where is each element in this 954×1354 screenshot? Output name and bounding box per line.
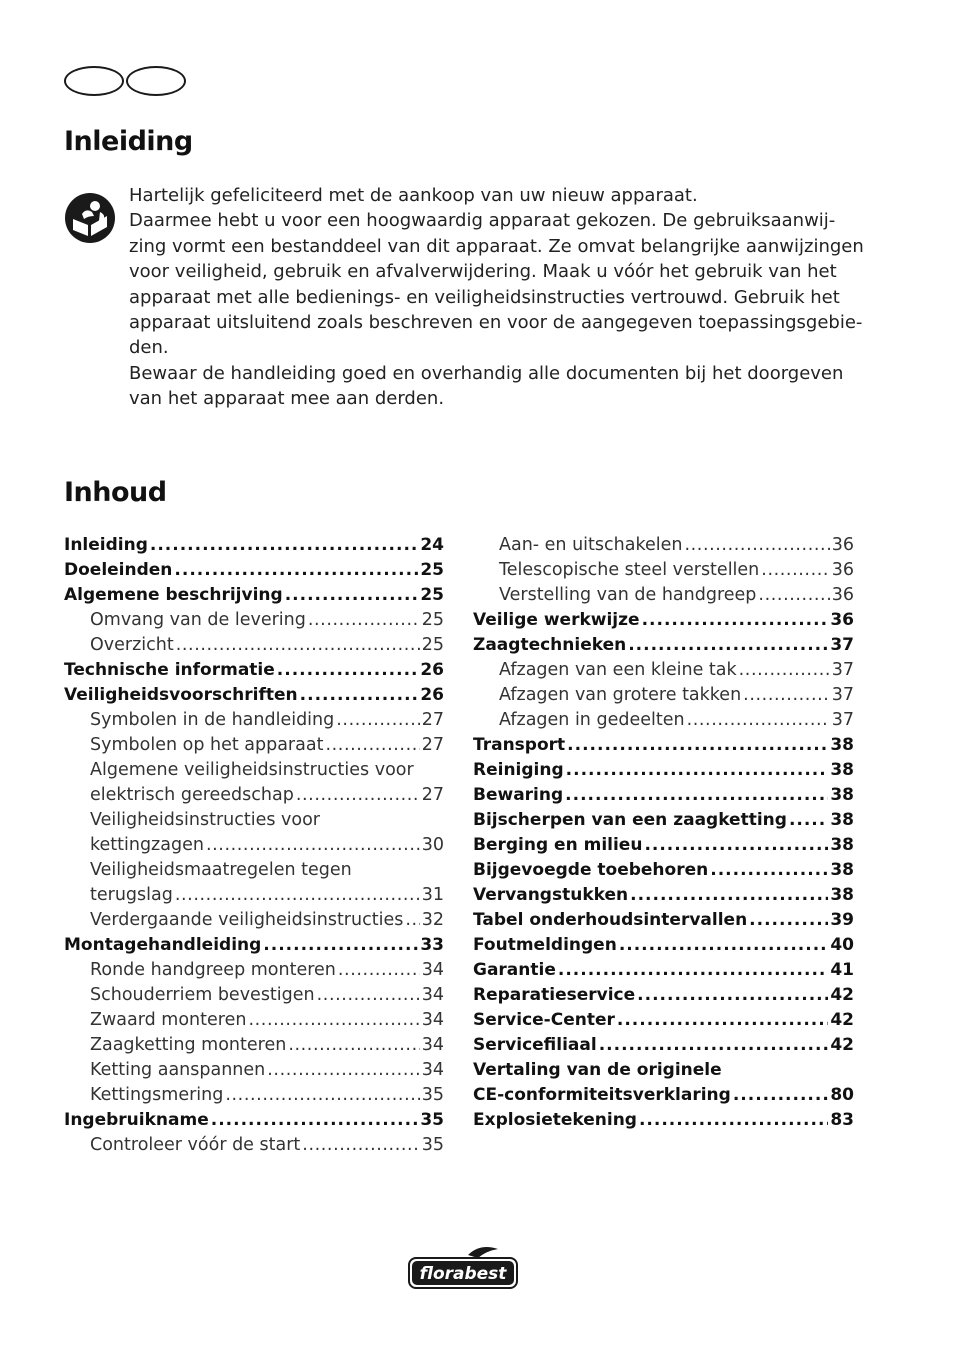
toc-entry-title: Ingebruikname <box>64 1110 209 1130</box>
toc-entry-title: Garantie <box>473 960 556 980</box>
toc-entry-title: Berging en milieu <box>473 835 643 855</box>
toc-entry-title: Symbolen in de handleiding <box>90 710 335 730</box>
toc-leader-dots <box>176 635 420 655</box>
toc-entry-page: 38 <box>830 735 854 755</box>
toc-entry-title: Zaagketting monteren <box>90 1035 287 1055</box>
toc-entry-title: Veiligheidsinstructies voor <box>90 810 320 830</box>
toc-entry[interactable] <box>473 935 854 960</box>
intro-line: Hartelijk gefeliciteerd met de aankoop van uw nieuw apparaat. <box>129 185 698 206</box>
toc-entry[interactable] <box>64 1060 444 1085</box>
toc-entry-title: Algemene veiligheidsinstructies voor <box>90 760 414 780</box>
toc-entry[interactable] <box>64 735 444 760</box>
toc-entry-title: Bijscherpen van een zaagketting <box>473 810 787 830</box>
toc-entry-page: 37 <box>831 660 854 680</box>
toc-leader-dots <box>749 910 828 930</box>
toc-entry-title: Omvang van de levering <box>90 610 306 630</box>
toc-entry[interactable] <box>64 960 444 985</box>
toc-entry[interactable] <box>64 1085 444 1110</box>
toc-leader-dots <box>225 1085 419 1105</box>
toc-entry-title: Doeleinden <box>64 560 173 580</box>
intro-paragraph <box>129 183 869 412</box>
toc-leader-dots <box>637 985 828 1005</box>
toc-entry[interactable] <box>473 685 854 710</box>
toc-entry-title: Afzagen van grotere takken <box>499 685 742 705</box>
toc-entry[interactable] <box>473 810 854 835</box>
toc-entry-title: Veiligheidsvoorschriften <box>64 685 298 705</box>
toc-entry[interactable] <box>64 710 444 735</box>
toc-entry[interactable] <box>64 610 444 635</box>
toc-entry-title: elektrisch gereedschap <box>90 785 294 805</box>
toc-entry[interactable] <box>64 1010 444 1035</box>
toc-leader-dots <box>175 885 420 905</box>
toc-entry-page: 31 <box>421 885 444 905</box>
toc-leader-dots <box>642 610 829 630</box>
toc-entry-title: Reparatieservice <box>473 985 636 1005</box>
toc-leader-dots <box>277 660 419 680</box>
toc-leader-dots <box>285 585 419 605</box>
toc-entry-page: 35 <box>421 1085 444 1105</box>
read-manual-icon <box>64 192 116 244</box>
intro-line: van het apparaat mee aan derden. <box>129 388 445 410</box>
toc-leader-dots <box>617 1010 828 1030</box>
intro-line: Bewaar de handleiding goed en overhandig alle documenten bij het doorgeven <box>129 362 844 384</box>
toc-entry[interactable] <box>64 685 444 710</box>
toc-entry[interactable] <box>64 860 444 885</box>
toc-leader-dots <box>150 535 418 555</box>
toc-entry-title: Afzagen van een kleine tak <box>499 660 737 680</box>
toc-leader-dots <box>639 1110 828 1130</box>
toc-entry-page: 38 <box>830 835 854 855</box>
toc-entry-title: Schouderriem bevestigen <box>90 985 315 1005</box>
toc-leader-dots <box>628 635 828 655</box>
toc-entry[interactable] <box>473 710 854 735</box>
toc-entry-page: 38 <box>830 885 854 905</box>
toc-entry-title: Zaagtechnieken <box>473 635 627 655</box>
toc-entry-page: 38 <box>830 760 854 780</box>
toc-entry-title: Explosietekening <box>473 1110 637 1130</box>
toc-leader-dots <box>558 960 828 980</box>
toc-entry-title: Ronde handgreep monteren <box>90 960 336 980</box>
toc-entry[interactable] <box>473 1110 854 1135</box>
toc-entry-title: Service-Center <box>473 1010 615 1030</box>
toc-entry[interactable] <box>64 660 444 685</box>
toc-entry[interactable] <box>473 785 854 810</box>
intro-line: apparaat uitsluitend zoals beschreven en voor de aangegeven toepassingsgebie- <box>129 312 863 334</box>
toc-entry-title: kettingzagen <box>90 835 204 855</box>
toc-entry-title: Ketting aanspannen <box>90 1060 266 1080</box>
toc-entry-page: 36 <box>831 585 854 605</box>
toc-entry-title: Symbolen op het apparaat <box>90 735 324 755</box>
toc-entry-page: 27 <box>421 710 444 730</box>
toc-entry-title: Veiligheidsmaatregelen tegen <box>90 860 352 880</box>
toc-entry-title: Vertaling van de originele <box>473 1060 722 1080</box>
toc-entry-page: 38 <box>830 785 854 805</box>
toc-entry[interactable] <box>64 835 444 860</box>
contents-heading: Inhoud <box>64 477 167 508</box>
toc-leader-dots <box>789 810 828 830</box>
toc-entry-title: Algemene beschrijving <box>64 585 283 605</box>
toc-entry[interactable] <box>473 860 854 885</box>
toc-entry-page: 38 <box>830 810 854 830</box>
toc-entry-page: 41 <box>830 960 854 980</box>
toc-entry-page: 37 <box>831 685 854 705</box>
toc-entry[interactable] <box>473 660 854 685</box>
toc-entry-title: Tabel onderhoudsintervallen <box>473 910 748 930</box>
toc-entry[interactable] <box>64 785 444 810</box>
toc-entry[interactable] <box>473 560 854 585</box>
toc-entry[interactable] <box>473 1035 854 1060</box>
toc-leader-dots <box>296 785 420 805</box>
toc-leader-dots <box>687 710 830 730</box>
toc-entry-page: 27 <box>421 785 444 805</box>
toc-entry-title: Afzagen in gedeelten <box>499 710 685 730</box>
toc-leader-dots <box>302 1135 419 1155</box>
language-oval-1 <box>64 66 124 96</box>
toc-entry-title: Veilige werkwijze <box>473 610 640 630</box>
toc-entry[interactable] <box>473 760 854 785</box>
toc-entry[interactable] <box>64 910 444 935</box>
toc-leader-dots <box>733 1085 829 1105</box>
toc-entry-title: Servicefiliaal <box>473 1035 597 1055</box>
toc-entry[interactable] <box>64 810 444 835</box>
logo-text: florabest <box>419 1264 507 1284</box>
intro-line: zing vormt een bestanddeel van dit apparaat. Ze omvat belangrijke aanwijzingen <box>129 235 864 257</box>
toc-entry[interactable] <box>473 535 854 560</box>
toc-entry-page: 26 <box>420 685 444 705</box>
toc-entry[interactable] <box>64 1110 444 1135</box>
toc-leader-dots <box>630 885 828 905</box>
toc-leader-dots <box>338 960 420 980</box>
toc-entry-page: 25 <box>420 585 444 605</box>
toc-entry-title: Transport <box>473 735 566 755</box>
toc-leader-dots <box>405 910 419 930</box>
toc-entry-title: Overzicht <box>90 635 174 655</box>
toc-entry-page: 25 <box>420 560 444 580</box>
toc-entry[interactable] <box>64 560 444 585</box>
florabest-logo <box>406 1245 520 1291</box>
intro-heading: Inleiding <box>64 126 193 157</box>
toc-entry[interactable] <box>473 985 854 1010</box>
toc-entry[interactable] <box>64 935 444 960</box>
toc-entry-page: 25 <box>421 635 444 655</box>
toc-entry-page: 26 <box>420 660 444 680</box>
toc-entry[interactable] <box>473 885 854 910</box>
toc-entry-title: Bijgevoegde toebehoren <box>473 860 709 880</box>
toc-entry-page: 37 <box>830 635 854 655</box>
language-ovals <box>64 66 188 98</box>
toc-entry-page: 42 <box>830 1010 854 1030</box>
toc-entry-page: 39 <box>830 910 854 930</box>
toc-entry[interactable] <box>64 1135 444 1160</box>
toc-leader-dots <box>761 560 829 580</box>
toc-leader-dots <box>300 685 419 705</box>
toc-entry-page: 36 <box>830 610 854 630</box>
toc-entry-page: 24 <box>420 535 444 555</box>
toc-entry[interactable] <box>473 1085 854 1110</box>
toc-entry[interactable] <box>473 1010 854 1035</box>
toc-entry-page: 33 <box>420 935 444 955</box>
toc-entry-title: Controleer vóór de start <box>90 1135 301 1155</box>
toc-leader-dots <box>211 1110 419 1130</box>
toc-entry-page: 32 <box>421 910 444 930</box>
toc-entry-title: Kettingsmering <box>90 1085 224 1105</box>
toc-leader-dots <box>263 935 418 955</box>
toc-entry-title: Verstelling van de handgreep <box>499 585 757 605</box>
toc-entry[interactable] <box>64 635 444 660</box>
toc-leader-dots <box>566 760 829 780</box>
toc-entry[interactable] <box>64 885 444 910</box>
intro-line: voor veiligheid, gebruik en afvalverwijdering. Maak u vóór het gebruik van het <box>129 261 837 283</box>
toc-entry-page: 42 <box>830 1035 854 1055</box>
toc-entry-page: 80 <box>830 1085 854 1105</box>
toc-entry-title: terugslag <box>90 885 173 905</box>
toc-entry-page: 25 <box>421 610 444 630</box>
intro-line: Daarmee hebt u voor een hoogwaardig apparaat gekozen. De gebruiksaanwij- <box>129 210 836 232</box>
toc-entry-page: 36 <box>831 535 854 555</box>
toc-leader-dots <box>206 835 420 855</box>
toc-entry[interactable] <box>473 960 854 985</box>
toc-leader-dots <box>644 835 828 855</box>
toc-entry-title: Bewaring <box>473 785 564 805</box>
toc-entry-page: 27 <box>421 735 444 755</box>
toc-entry-title: Zwaard monteren <box>90 1010 247 1030</box>
toc-leader-dots <box>758 585 829 605</box>
toc-leader-dots <box>619 935 829 955</box>
toc-entry-title: Technische informatie <box>64 660 275 680</box>
toc-entry-page: 34 <box>421 1035 444 1055</box>
toc-entry-title: CE-conformiteitsverklaring <box>473 1085 731 1105</box>
toc-entry-page: 83 <box>830 1110 854 1130</box>
toc-entry-title: Foutmeldingen <box>473 935 617 955</box>
toc-entry-title: Telescopische steel verstellen <box>499 560 760 580</box>
toc-leader-dots <box>325 735 419 755</box>
toc-entry-title: Montagehandleiding <box>64 935 262 955</box>
toc-entry[interactable] <box>473 735 854 760</box>
toc-leader-dots <box>308 610 420 630</box>
toc-entry-title: Inleiding <box>64 535 148 555</box>
toc-entry-page: 34 <box>421 985 444 1005</box>
toc-entry-page: 34 <box>421 960 444 980</box>
toc-entry-page: 34 <box>421 1010 444 1030</box>
toc-entry-page: 38 <box>830 860 854 880</box>
toc-leader-dots <box>599 1035 829 1055</box>
toc-entry[interactable] <box>473 1060 854 1085</box>
toc-entry-page: 34 <box>421 1060 444 1080</box>
toc-leader-dots <box>336 710 419 730</box>
toc-entry[interactable] <box>64 1035 444 1060</box>
toc-entry[interactable] <box>473 910 854 935</box>
toc-entry-title: Aan- en uitschakelen <box>499 535 683 555</box>
toc-entry[interactable] <box>473 835 854 860</box>
toc-entry-page: 40 <box>830 935 854 955</box>
toc-entry-page: 42 <box>830 985 854 1005</box>
toc-entry-page: 35 <box>421 1135 444 1155</box>
toc-entry[interactable] <box>64 585 444 610</box>
toc-leader-dots <box>565 785 828 805</box>
toc-leader-dots <box>710 860 828 880</box>
toc-leader-dots <box>739 660 830 680</box>
toc-leader-dots <box>267 1060 419 1080</box>
toc-entry[interactable] <box>64 760 444 785</box>
toc-entry-page: 35 <box>420 1110 444 1130</box>
toc-entry-page: 36 <box>831 560 854 580</box>
toc-entry-title: Verdergaande veiligheidsinstructies <box>90 910 404 930</box>
toc-leader-dots <box>317 985 420 1005</box>
language-oval-2 <box>126 66 186 96</box>
toc-leader-dots <box>684 535 829 555</box>
intro-line: den. <box>129 337 169 359</box>
toc-entry-title: Reiniging <box>473 760 564 780</box>
toc-entry-page: 37 <box>831 710 854 730</box>
toc-entry-title: Vervangstukken <box>473 885 629 905</box>
intro-line: apparaat met alle bedienings- en veiligheidsinstructies vertrouwd. Gebruik het <box>129 286 840 308</box>
toc-left-column <box>64 535 444 1160</box>
toc-entry[interactable] <box>473 635 854 660</box>
toc-right-column <box>473 535 854 1135</box>
toc-leader-dots <box>174 560 418 580</box>
toc-entry[interactable] <box>473 585 854 610</box>
toc-leader-dots <box>743 685 830 705</box>
toc-entry[interactable] <box>64 535 444 560</box>
toc-leader-dots <box>567 735 828 755</box>
toc-leader-dots <box>248 1010 419 1030</box>
toc-entry[interactable] <box>64 985 444 1010</box>
toc-entry[interactable] <box>473 610 854 635</box>
toc-entry-page: 30 <box>421 835 444 855</box>
toc-leader-dots <box>288 1035 419 1055</box>
